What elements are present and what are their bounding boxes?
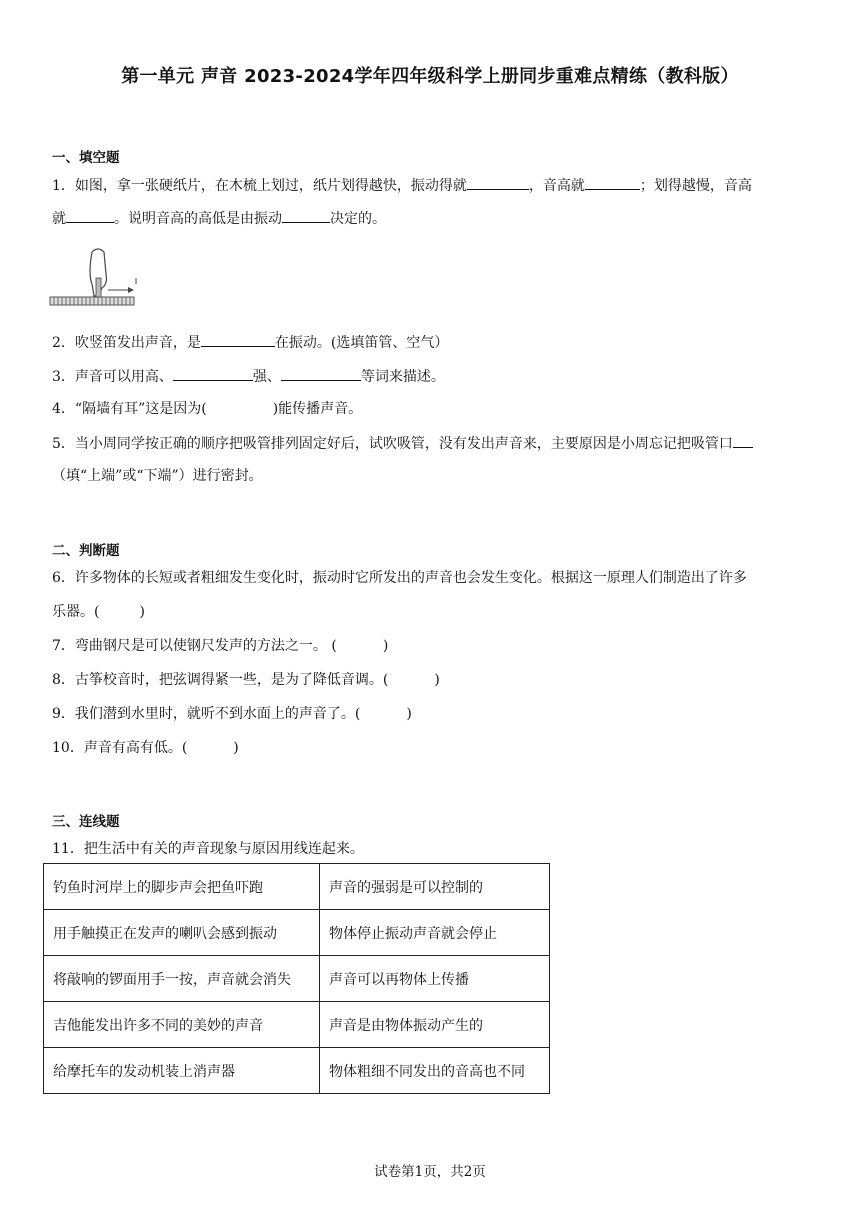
answer-blank[interactable] xyxy=(282,207,330,223)
question-text: ) xyxy=(139,604,145,620)
matching-table xyxy=(43,863,550,1094)
question-text: 声音有高有低。( xyxy=(83,740,188,756)
question-number: 5． xyxy=(52,436,75,452)
question-5-line-2 xyxy=(52,465,263,485)
question-number: 1． xyxy=(52,178,75,194)
question-number: 7． xyxy=(52,638,75,654)
question-text: 如图，拿一张硬纸片，在木梳上划过，纸片划得越快，振动得就 xyxy=(74,178,467,194)
phenomenon-cell[interactable]: 用手触摸正在发声的喇叭会感到振动 xyxy=(44,910,320,956)
question-5-line-1 xyxy=(52,432,753,453)
phenomenon-cell[interactable]: 吉他能发出许多不同的美妙的声音 xyxy=(44,1002,320,1048)
comb-card-figure xyxy=(48,244,144,310)
question-number: 8． xyxy=(52,672,75,688)
table-row xyxy=(44,864,550,910)
question-text: 吹竖笛发出声音，是 xyxy=(74,335,201,351)
question-text: 等词来描述。 xyxy=(360,369,445,385)
question-8 xyxy=(52,669,440,689)
question-number: 11． xyxy=(52,841,84,857)
question-text: ) xyxy=(434,672,440,688)
reason-cell[interactable]: 声音是由物体振动产生的 xyxy=(320,1002,550,1048)
section-heading-fill: 一、填空题 xyxy=(52,150,120,166)
question-text: )能传播声音。 xyxy=(272,401,363,417)
question-4 xyxy=(52,398,362,418)
question-2 xyxy=(52,331,448,352)
question-number: 6． xyxy=(52,570,75,586)
question-6-line-1 xyxy=(52,567,747,587)
reason-cell[interactable]: 声音可以再物体上传播 xyxy=(320,956,550,1002)
phenomenon-cell[interactable]: 钓鱼时河岸上的脚步声会把鱼吓跑 xyxy=(44,864,320,910)
answer-blank[interactable] xyxy=(66,207,114,223)
question-text: 声音可以用高、 xyxy=(74,369,173,385)
question-1-line-1 xyxy=(52,174,752,195)
question-text: “隔墙有耳”这是因为( xyxy=(74,401,207,417)
phenomenon-cell[interactable]: 给摩托车的发动机装上消声器 xyxy=(44,1048,320,1094)
reason-cell[interactable]: 物体停止振动声音就会停止 xyxy=(320,910,550,956)
question-6-line-2 xyxy=(52,601,145,621)
question-number: 9． xyxy=(52,706,75,722)
question-text: 决定的。 xyxy=(330,211,386,227)
table-row xyxy=(44,910,550,956)
question-number: 10． xyxy=(52,740,84,756)
reason-cell[interactable]: 物体粗细不同发出的音高也不同 xyxy=(320,1048,550,1094)
question-text: 当小周同学按正确的顺序把吸管排列固定好后，试吹吸管，没有发出声音来，主要原因是小周忘记把吸管口 xyxy=(74,436,733,452)
question-text: 在振动。(选填笛管、空气） xyxy=(274,335,449,351)
answer-blank[interactable] xyxy=(733,432,753,448)
answer-blank[interactable] xyxy=(585,174,640,190)
question-text: 把生活中有关的声音现象与原因用线连起来。 xyxy=(83,841,364,857)
page-title: 第一单元 声音 2023-2024学年四年级科学上册同步重难点精练（教科版） xyxy=(121,66,739,87)
answer-blank[interactable] xyxy=(467,174,529,190)
reason-cell[interactable]: 声音的强弱是可以控制的 xyxy=(320,864,550,910)
question-text: ) xyxy=(406,706,412,722)
question-text: 古筝校音时，把弦调得紧一些，是为了降低音调。( xyxy=(74,672,389,688)
question-text: 许多物体的长短或者粗细发生变化时，振动时它所发出的声音也会发生变化。根据这一原理人们制造出了许多 xyxy=(74,570,747,586)
question-text: 我们潜到水里时，就听不到水面上的声音了。( xyxy=(74,706,361,722)
question-3 xyxy=(52,365,445,386)
section-heading-match: 三、连线题 xyxy=(52,814,120,830)
question-text: ；划得越慢，音高 xyxy=(639,178,752,194)
answer-blank[interactable] xyxy=(281,365,361,381)
section-heading-judge: 二、判断题 xyxy=(52,543,120,559)
question-text: 乐器。( xyxy=(52,604,100,620)
question-number: 3． xyxy=(52,369,75,385)
phenomenon-cell[interactable]: 将敲响的锣面用手一按，声音就会消失 xyxy=(44,956,320,1002)
question-text: ，音高就 xyxy=(528,178,585,194)
table-row xyxy=(44,1048,550,1094)
table-row xyxy=(44,1002,550,1048)
question-7 xyxy=(52,635,388,655)
table-row xyxy=(44,956,550,1002)
question-11 xyxy=(52,838,364,858)
answer-blank[interactable] xyxy=(173,365,253,381)
question-text: （填“上端”或“下端”）进行密封。 xyxy=(52,468,263,484)
question-text: 弯曲钢尺是可以使钢尺发声的方法之一。 ( xyxy=(74,638,337,654)
question-number: 2． xyxy=(52,335,75,351)
question-number: 4． xyxy=(52,401,75,417)
question-9 xyxy=(52,703,412,723)
question-text: 就 xyxy=(52,211,66,227)
question-text: 。说明音高的高低是由振动 xyxy=(114,211,282,227)
question-10 xyxy=(52,737,239,757)
answer-blank[interactable] xyxy=(201,331,275,347)
page-footer: 试卷第1页，共2页 xyxy=(374,1164,486,1180)
question-text: 强、 xyxy=(252,369,281,385)
question-text: ) xyxy=(233,740,239,756)
question-1-line-2 xyxy=(52,207,386,228)
question-text: ) xyxy=(382,638,389,654)
